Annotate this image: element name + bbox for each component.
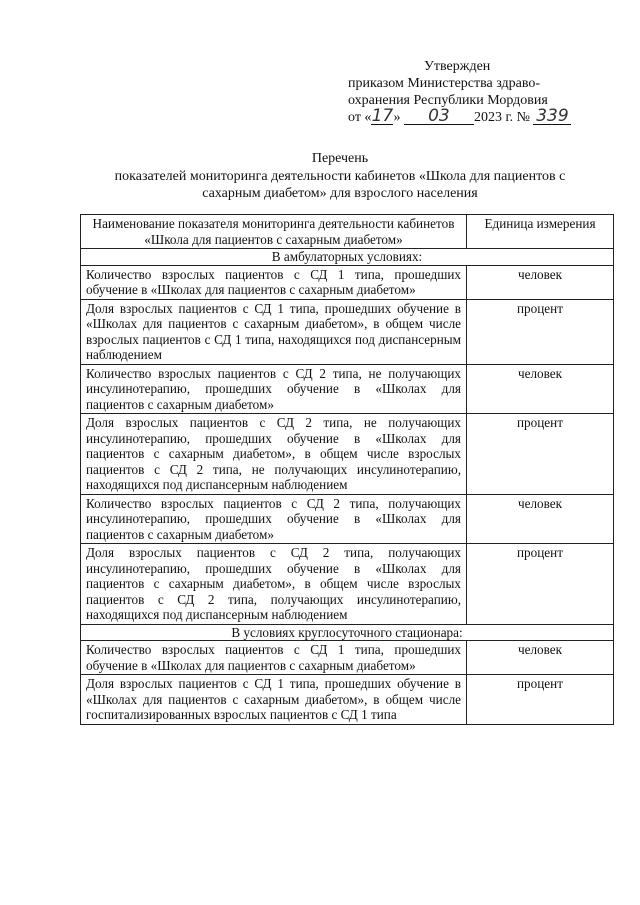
table-row [81,265,614,299]
table-row [81,299,614,364]
indicator-name: Доля взрослых пациентов с СД 2 типа, получающих инсулинотерапию, прошедших обучение в «Школах для пациентов с сахарным диабетом», в общем числе взрослых пациентов с СД 2 типа, получающих инсулинотерапию, находящихся под диспансерным наблюдением [81,544,467,625]
table-row [81,675,614,725]
indicator-unit: процент [467,544,614,625]
indicators-table [80,214,614,725]
indicator-unit: процент [467,414,614,495]
document-subtitle-line-2: сахарным диабетом» для взрослого населения [202,186,478,201]
approval-line-1: приказом Министерства здраво- [348,76,541,91]
date-prefix: от « [348,110,372,125]
table-row [81,494,614,544]
indicator-name: Количество взрослых пациентов с СД 1 типа, прошедших обучение в «Школах для пациентов с сахарным диабетом» [81,265,467,299]
document-title-block [60,150,620,202]
indicator-name: Количество взрослых пациентов с СД 2 типа, не получающих инсулинотерапию, прошедших обучение в «Школах для пациентов с сахарным диабетом» [81,364,467,414]
section-row [81,249,614,266]
indicator-name: Доля взрослых пациентов с СД 2 типа, не получающих инсулинотерапию, прошедших обучение в «Школах для пациентов с сахарным диабетом», в общем числе взрослых пациентов с СД 2 типа, не получающих инсулинотерапию, находящихся под диспансерным наблюдением [81,414,467,495]
indicator-unit: человек [467,364,614,414]
approval-block [348,58,608,126]
table-row [81,364,614,414]
section-title: В амбулаторных условиях: [81,249,614,266]
section-row [81,624,614,641]
approval-title: Утвержден [424,59,491,74]
approval-line-2: охранения Республики Мордовия [348,93,548,108]
date-mid: » [393,110,401,125]
indicator-name: Количество взрослых пациентов с СД 2 типа, получающих инсулинотерапию, прошедших обучение в «Школах для пациентов с сахарным диабетом» [81,494,467,544]
date-year: 2023 г. № [473,110,530,125]
table-row [81,414,614,495]
document-title: Перечень [311,151,369,166]
document-subtitle-line-1: показателей мониторинга деятельности кабинетов «Школа для пациентов с [114,169,566,184]
date-month: 03 [404,109,474,125]
order-number: 339 [533,109,571,125]
table-row [81,641,614,675]
header-name: Наименование показателя мониторинга деятельности кабинетов «Школа для пациентов с сахарным диабетом» [81,215,467,249]
indicator-unit: человек [467,641,614,675]
indicator-name: Количество взрослых пациентов с СД 1 типа, прошедших обучение в «Школах для пациентов с сахарным диабетом» [81,641,467,675]
indicator-unit: процент [467,299,614,364]
indicator-unit: процент [467,675,614,725]
date-day: 17 [371,106,394,126]
indicator-unit: человек [467,494,614,544]
indicator-name: Доля взрослых пациентов с СД 1 типа, прошедших обучение в «Школах для пациентов с сахарным диабетом», в общем числе госпитализированных взрослых пациентов с СД 1 типа [81,675,467,725]
section-title: В условиях круглосуточного стационара: [81,624,614,641]
header-unit: Единица измерения [467,215,614,249]
approval-date-line [348,106,608,126]
table-row [81,544,614,625]
table-header-row [81,215,614,249]
indicator-unit: человек [467,265,614,299]
indicator-name: Доля взрослых пациентов с СД 1 типа, прошедших обучение в «Школах для пациентов с сахарным диабетом», в общем числе взрослых пациентов с СД 1 типа, находящихся под диспансерным наблюдением [81,299,467,364]
